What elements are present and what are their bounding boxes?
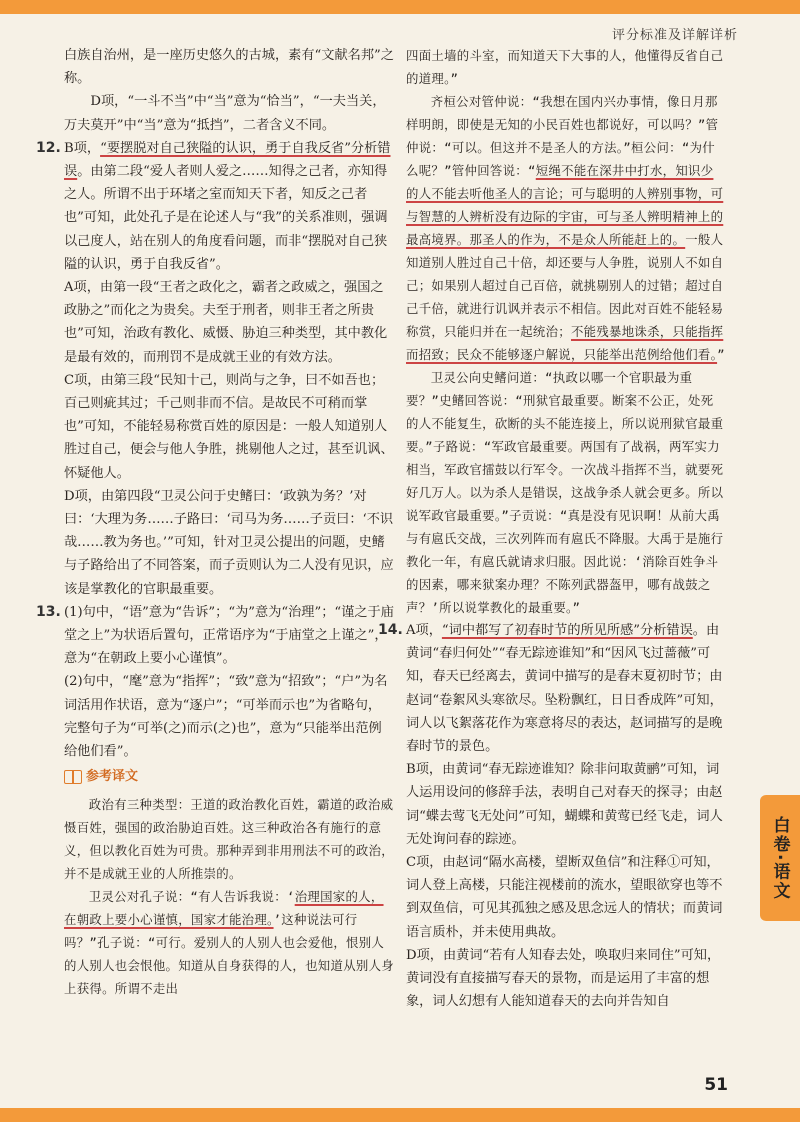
q13-part-2: (2)句中，“麾”意为“指挥”；“致”意为“招致”；“户”为名词活用作状语，意为“逐户”；“可举而示也”为省略句，完整句子为“可举(之)而示(之)也”，意为“只能举出范例给他们看”。	[64, 674, 388, 760]
q14-option-c: C项，由赵词“隔水高楼，望断双鱼信”和注释①可知，词人登上高楼，只能注视楼前的流水，望眼欲穿也等不到双鱼信，可见其孤独之感及思念远人的情状；而黄词语言质朴，并未使用典故。	[406, 855, 723, 940]
translation-paragraph: 卫灵公对孔子说：“有人告诉我说：‘治理国家的人，在朝政上要小心谨慎，国家才能治理。’这种说法可行吗？”孔子说：“可行。爱别人的人别人也会爱他，恨别人的人别人也会恨他。知道从自身获得的人，也知道从别人身上获得。所谓不走出	[64, 888, 394, 996]
translation-paragraph: 卫灵公向史鳍问道：“执政以哪一个官职最为重要？”史鳍回答说：“刑狱官最重要。断案不公正，处死的人不能复生，砍断的头不能连接上，所以说刑狱官最重要。”子路说：“军政官最重要。两国有了战祸，两军实力相当，军政官擂鼓以行军令。一次战斗指挥不当，就要死好几万人。以为杀人是错误，这战争杀人就会更多。所以说军政官最重要。”子贡说：“真是没有见识啊！从前大禹与有扈氏交战，三次列阵而有扈氏不降服。大禹于是施行教化一年，有扈氏就请求归服。因此说：‘消除百姓争斗的因素，哪来狱案办理？不陈列武器盔甲，哪有战鼓之声？’所以说掌教化的最重要。”	[406, 370, 724, 615]
q12-lead: B项，	[64, 140, 101, 156]
q12-option-c: C项，由第三段“民知十己，则尚与之争，曰不如吾也；百己则疵其过；千己则非而不信。是故民不可稍而掌也”可知，不能轻易称赏百姓的原因是：一般人知道别人胜过自己，便会与他人争胜，挑剔他人之过，甚至讥讽、怀疑他人。	[64, 372, 394, 481]
q12-option-d: D项，由第四段“卫灵公问于史鳍曰：‘政孰为务？’对曰：‘大理为务……子路曰：‘司马为务……子贡曰：‘不识哉……教为务也。’”可知，针对卫灵公提出的问题，史鳍与子路给出了不同答案，而子贡则认为二人没有见识，应该是掌教化的官职最重要。	[64, 488, 394, 597]
question-13	[36, 601, 394, 763]
q12-lead-underlined: “要摆脱对自己狭隘的认识，勇于自我反省”分析错误	[64, 140, 391, 180]
bottom-color-bar	[0, 1108, 800, 1122]
q14-option-d: D项，由黄词“若有人知春去处，唤取归来同住”可知，黄词没有直接描写春天的景物，而是运用了丰富的想象，词人幻想有人能知道春天的去向并告知自	[406, 947, 721, 1010]
left-column	[36, 44, 394, 1000]
intro-line: 白族自治州，是一座历史悠久的古城，素有“文献名邦”之称。	[64, 48, 394, 87]
top-color-bar	[0, 0, 800, 14]
question-14: 14. A项，“词中都写了初春时节的所见所感”分析错误。由黄词“春归何处”“春无踪迹谁知”和“因风飞过蔷薇”可知，春天已经离去，黄词中描写的是春末夏初时节；由赵词“卷絮风头寒欲尽。坠粉飘红，日日香成阵”可知，词人以飞絮落花作为寒意将尽的表达，赵词描写的是晚春时节的景色。 B项，由黄词“春无踪迹谁知？除非问取黄鹂”可知，词人运用设问的修辞手法，表明自己对春天的探寻；由赵词“蝶去莺飞无处问”可知，蝴蝶和黄莺已经飞走，词人无处询问春的踪迹。 C项，由赵词“隔水高楼，望断双鱼信”和注释①可知，词人登上高楼，只能注视楼前的流水，望眼欲穿也等不到双鱼信，可见其孤独之感及思念远人的情状；而黄词语言质朴，并未使用典故。 D项，由黄词“若有人知春去处，唤取归来同住”可知，黄词没有直接描写春天的景物，而是运用了丰富的想象，词人幻想有人能知道春天的去向并告知自	[406, 619, 726, 1013]
translation-paragraph: 齐桓公对管仲说：“我想在国内兴办事情，像日月那样明朗，即使是无知的小民百姓也都说好，可以吗？”管仲说：“可以。但这并不是圣人的方法。”桓公问：“为什么呢？”管仲回答说：“短绳不能在深井中打水，知识少的人不能去听他圣人的言论；可与聪明的人辨别事物，可与智慧的人辨析没有边际的宇宙，可与圣人辨明精神上的最高境界。那圣人的作为，不是众人所能赶上的。一般人知道别人胜过自己十倍，却还要与人争胜，说别人不如自己；如果别人超过自己百倍，就挑剔别人的过错；超过自己千倍，就进行讥讽并表示不相信。因此对百姓不能轻易称赏，只能归并在一起统治；不能残暴地诛杀，只能指挥而招致；民众不能够逐户解说，只能举出范例给他们看。”	[406, 94, 725, 362]
translation-paragraph: 政治有三种类型：王道的政治教化百姓，霸道的政治威慑百姓，强国的政治胁迫百姓。这三种政治各有施行的意义，但以教化百姓为可贵。那种弄到非用刑法不可的政治，并不是成就王业的人所推崇的。	[64, 796, 394, 881]
question-number: 14.	[378, 622, 403, 638]
reference-translation-tag	[64, 765, 138, 788]
page-number: 51	[704, 1075, 728, 1095]
section-header: 评分标准及详解详析	[611, 28, 738, 43]
question-number: 12.	[36, 139, 61, 156]
question-12	[36, 137, 394, 601]
side-tab: 白卷·语文	[760, 795, 800, 921]
question-number: 13.	[36, 603, 61, 620]
q12-option-a: A项，由第一段“王者之政化之，霸者之政威之，强国之政胁之”而化之为贵矣。夫至于刑者，则非王者之所贵也”可知，治政有教化、威慑、胁迫三种类型，其中教化是最有效的，而刑罚不是成就王业的有效方法。	[64, 280, 388, 365]
q14-option-b: B项，由黄词“春无踪迹谁知？除非问取黄鹂”可知，词人运用设问的修辞手法，表明自己对春天的探寻；由赵词“蝶去莺飞无处问”可知，蝴蝶和黄莺已经飞走，词人无处询问春的踪迹。	[406, 762, 723, 847]
intro-line: D项，“一斗不当”中“当”意为“恰当”，“一夫当关，万夫莫开”中“当”意为“抵挡”，二者含义不同。	[64, 94, 386, 133]
translation-paragraph: 四面土墙的斗室，而知道天下大事的人，他懂得反省自己的道理。”	[406, 48, 724, 86]
reference-translation-label: 参考译文	[86, 769, 139, 785]
right-column	[378, 44, 726, 1013]
q13-part-1: (1)句中，“语”意为“告诉”；“为”意为“治理”；“谨之于庙堂之上”为状语后置句，正常语序为“于庙堂之上谨之”，意为“在朝政上要小心谨慎”。	[64, 604, 394, 667]
book-icon	[64, 770, 82, 784]
q12-rest: 。由第二段“爱人者则人爱之……知得之己者，亦知得之人。所谓不出于环堵之室而知天下者，知反之己者也”可知，此处孔子是在论述人与“我”的关系准则，强调以己度人，站在别人的角度看问题，而非“摆脱对自己狭隘的认识，勇于自我反省”。	[64, 164, 388, 272]
